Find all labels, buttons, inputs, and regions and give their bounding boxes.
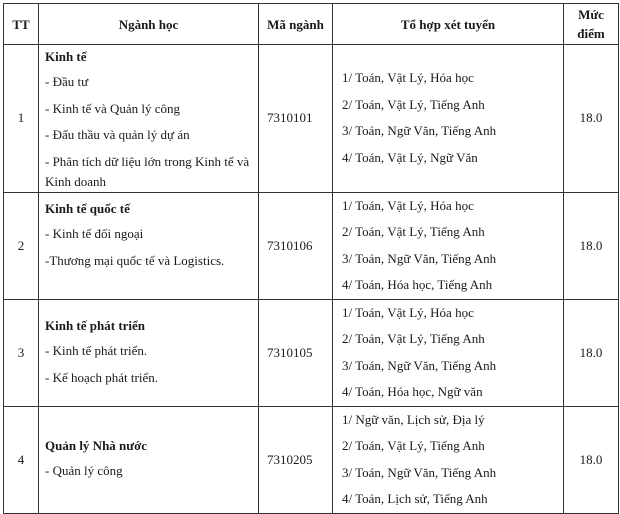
major-title: Kinh tế phát triển [45, 318, 146, 333]
combo-item: 3/ Toán, Ngữ Văn, Tiếng Anh [342, 357, 497, 373]
combo-item: 2/ Toán, Vật Lý, Tiếng Anh [342, 96, 485, 112]
header-tt: TT [4, 4, 39, 45]
combos-cell [333, 406, 564, 513]
major-code: 7310106 [259, 192, 333, 299]
combo-item: 1/ Ngữ văn, Lịch sử, Địa lý [342, 411, 485, 427]
row-number: 3 [4, 299, 39, 406]
specialization: - Đấu thầu và quản lý dự án [45, 127, 190, 142]
combo-item: 4/ Toán, Vật Lý, Ngữ Văn [342, 149, 478, 165]
combo-item: 2/ Toán, Vật Lý, Tiếng Anh [342, 224, 485, 239]
major-cell [39, 192, 259, 299]
major-code: 7310205 [259, 406, 333, 513]
combos-cell [333, 192, 564, 299]
specialization: - Đầu tư [45, 74, 89, 89]
combo-item: 2/ Toán, Vật Lý, Tiếng Anh [342, 331, 485, 346]
specialization: - Kinh tế và Quản lý công [45, 100, 181, 116]
score: 18.0 [564, 406, 619, 513]
table-row [4, 406, 619, 513]
score: 18.0 [564, 299, 619, 406]
combos-cell [333, 45, 564, 193]
score: 18.0 [564, 192, 619, 299]
header-major: Ngành học [39, 4, 259, 45]
row-number: 1 [4, 45, 39, 193]
specialization: - Kinh tế đối ngoại [45, 226, 144, 241]
header-score-line1: Mức [578, 7, 604, 22]
row-number: 2 [4, 192, 39, 299]
row-number: 4 [4, 406, 39, 513]
combo-item: 3/ Toán, Ngữ Văn, Tiếng Anh [342, 250, 497, 266]
header-score-line2: điểm [577, 26, 605, 41]
specialization: -Thương mại quốc tế và Logistics. [45, 252, 225, 268]
score: 18.0 [564, 45, 619, 193]
major-cell [39, 45, 259, 193]
combo-item: 4/ Toán, Lịch sử, Tiếng Anh [342, 491, 488, 506]
combo-item: 1/ Toán, Vật Lý, Hóa học [342, 304, 474, 320]
table-row [4, 299, 619, 406]
specialization: - Kinh tế phát triển. [45, 343, 148, 358]
combo-item: 2/ Toán, Vật Lý, Tiếng Anh [342, 438, 485, 453]
table-row [4, 45, 619, 193]
combo-item: 1/ Toán, Vật Lý, Hóa học [342, 197, 474, 213]
major-cell [39, 406, 259, 513]
major-title: Kinh tế [45, 49, 87, 64]
combo-item: 3/ Toán, Ngữ Văn, Tiếng Anh [342, 123, 497, 139]
admission-table [3, 3, 619, 514]
header-score [564, 4, 619, 45]
specialization: - Quản lý công [45, 463, 123, 479]
combo-item: 4/ Toán, Hóa học, Ngữ văn [342, 384, 483, 399]
major-code: 7310105 [259, 299, 333, 406]
table-row [4, 192, 619, 299]
specialization: - Kế hoạch phát triển. [45, 369, 158, 385]
major-cell [39, 299, 259, 406]
combo-item: 3/ Toán, Ngữ Văn, Tiếng Anh [342, 464, 497, 480]
header-row [4, 4, 619, 45]
combo-item: 1/ Toán, Vật Lý, Hóa học [342, 70, 474, 86]
header-combos: Tổ hợp xét tuyển [333, 4, 564, 45]
specialization: - Phân tích dữ liệu lớn trong Kinh tế và Kinh doanh [45, 153, 250, 189]
combos-cell [333, 299, 564, 406]
header-code: Mã ngành [259, 4, 333, 45]
major-title: Quản lý Nhà nước [45, 438, 148, 454]
major-code: 7310101 [259, 45, 333, 193]
combo-item: 4/ Toán, Hóa học, Tiếng Anh [342, 277, 493, 292]
major-title: Kinh tế quốc tế [45, 201, 130, 216]
